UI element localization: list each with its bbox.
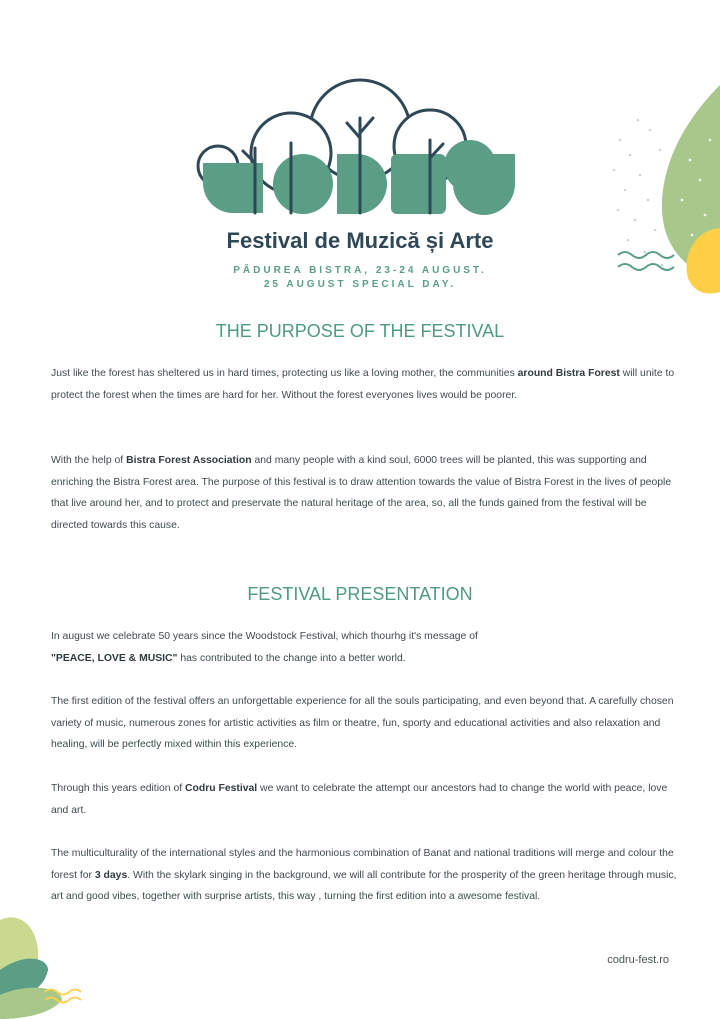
- website-link[interactable]: codru-fest.ro: [607, 954, 669, 966]
- codru-logo: [195, 78, 525, 218]
- logo-letter-r: [391, 154, 446, 214]
- purpose-paragraph-1: Just like the forest has sheltered us in hard times, protecting us like a loving mother, the communities around Bistra Forest will unite to protect the forest when the times are hard for her. Without the forest everyones lives would be poorer.: [51, 368, 675, 401]
- location-dates: PĂDUREA BISTRA, 23-24 AUGUST.: [233, 265, 487, 276]
- light-leaf-shape: [0, 988, 62, 1019]
- purpose-paragraph-2: With the help of Bistra Forest Association and many people with a kind soul, 6000 trees will be planted, this was supporting and enriching the Bistra Forest area. The purpose of this festival is to draw attention towards the value of Bistra Forest in the lives of people that live around her, and to protect and preservate the natural heritage of the area, so, all the funds gained from the festival will be directed towards this cause.: [51, 455, 672, 532]
- leaf-decoration-left: [0, 900, 110, 1019]
- purpose-heading: THE PURPOSE OF THE FESTIVAL: [215, 321, 505, 341]
- logo-letter-u: [453, 154, 515, 215]
- presentation-paragraph-4: The multiculturality of the international styles and the harmonious combination of Banat and national traditions will merge and colour the forest for 3 days. With the skylark singing in the background, we will all contribute for the prosperity of the green heritage through music, art and good vibes, together with surprise artists, this way , turning the first edition into a awesome festival.: [51, 848, 677, 903]
- logo-letter-o: [273, 154, 333, 214]
- festival-subtitle: Festival de Muzică și Arte: [226, 228, 494, 253]
- presentation-heading: FESTIVAL PRESENTATION: [247, 584, 473, 604]
- presentation-paragraph-2: The first edition of the festival offers an unforgettable experience for all the souls participating, and even beyond that. A carefully chosen variety of music, numerous zones for artistic activities as film or theatre, fun, sporty and educational activities and also relaxation and healing, will be perfectly mixed within this experience.: [51, 696, 674, 751]
- special-day: 25 AUGUST SPECIAL DAY.: [263, 279, 457, 290]
- presentation-paragraph-1: In august we celebrate 50 years since the Woodstock Festival, which thourhg it's message of "PEACE, LOVE & MUSIC" has contributed to the change into a better world.: [51, 631, 478, 664]
- presentation-paragraph-3: Through this years edition of Codru Festival we want to celebrate the attempt our ancestors had to change the world with peace, love and art.: [51, 783, 668, 816]
